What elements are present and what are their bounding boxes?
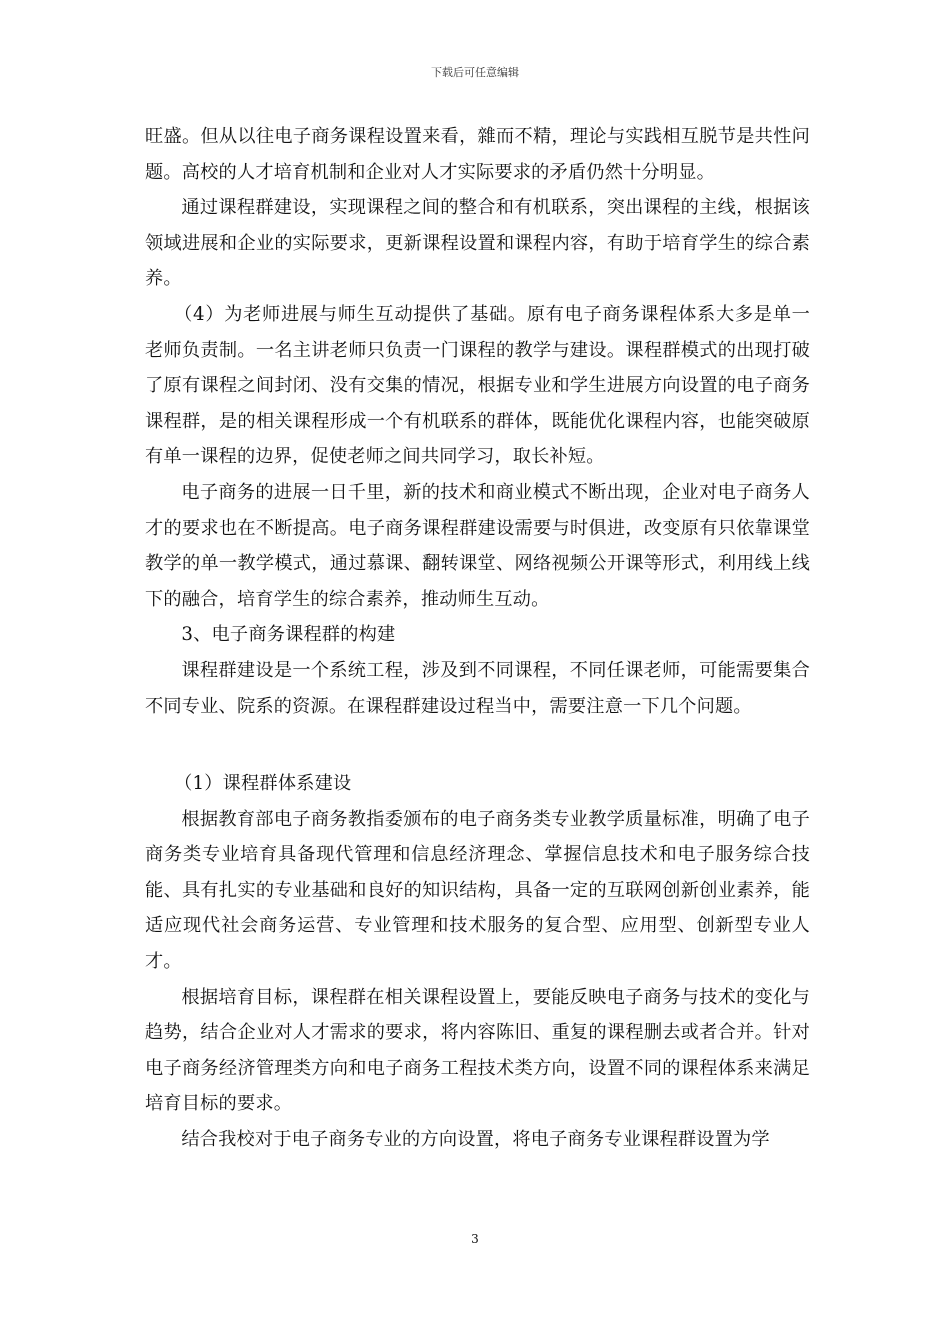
paragraph-spacer <box>145 724 810 766</box>
subheading-course-system: （1）课程群体系建设 <box>174 773 352 795</box>
paragraph-training-goal: 根据培育目标，课程群在相关课程设置上，要能反映电子商务与技术的变化与趋势，结合企业对人才需求的要求，将内容陈旧、重复的课程删去或者合并。针对电子商务经济管理类方向和电子商务工程技术类方向，设置不同的课程体系来满足培育目标的要求。 <box>145 986 810 1115</box>
paragraph-course-group-integration: 通过课程群建设，实现课程之间的整合和有机联系，突出课程的主线，根据该领域进展和企业的实际要求，更新课程设置和课程内容，有助于培育学生的综合素养。 <box>145 197 810 290</box>
paragraph-system-engineering: 课程群建设是一个系统工程，涉及到不同课程，不同任课老师，可能需要集合不同专业、院系的资源。在课程群建设过程当中，需要注意一下几个问题。 <box>145 659 810 717</box>
paragraph-quality-standard: 根据教育部电子商务教指委颁布的电子商务类专业教学质量标准，明确了电子商务类专业培育具备现代管理和信息经济理念、掌握信息技术和电子服务综合技能、具有扎实的专业基础和良好的知识结构，具备一定的互联网创新创业素养，能适应现代社会商务运营、专业管理和技术服务的复合型、应用型、创新型专业人才。 <box>145 808 810 973</box>
paragraph-continuation: 旺盛。但从以往电子商务课程设置来看，雜而不精，理论与实践相互脱节是共性问题。高校的人才培育机制和企业对人才实际要求的矛盾仍然十分明显。 <box>145 126 810 183</box>
page-header: 下载后可任意编辑 <box>431 66 519 79</box>
section-heading-course-group-construction: 3、电子商务课程群的构建 <box>181 624 396 646</box>
page-number: 3 <box>471 1232 479 1246</box>
document-body <box>145 119 810 1158</box>
paragraph-teacher-development: （4）为老师进展与师生互动提供了基础。原有电子商务课程体系大多是单一老师负责制。一名主讲老师只负责一门课程的教学与建设。课程群模式的出现打破了原有课程之间封闭、没有交集的情况，根据专业和学生进展方向设置的电子商务课程群，是的相关课程形成一个有机联系的群体，既能优化课程内容，也能突破原有单一课程的边界，促使老师之间共同学习，取长补短。 <box>145 303 810 468</box>
paragraph-ecommerce-progress: 电子商务的进展一日千里，新的技术和商业模式不断出现，企业对电子商务人才的要求也在不断提高。电子商务课程群建设需要与时俱进，改变原有只依靠课堂教学的单一教学模式，通过慕课、翻转课堂、网络视频公开课等形式，利用线上线下的融合，培育学生的综合素养，推动师生互动。 <box>145 481 810 610</box>
paragraph-school-direction: 结合我校对于电子商务专业的方向设置，将电子商务专业课程群设置为学 <box>181 1129 770 1151</box>
